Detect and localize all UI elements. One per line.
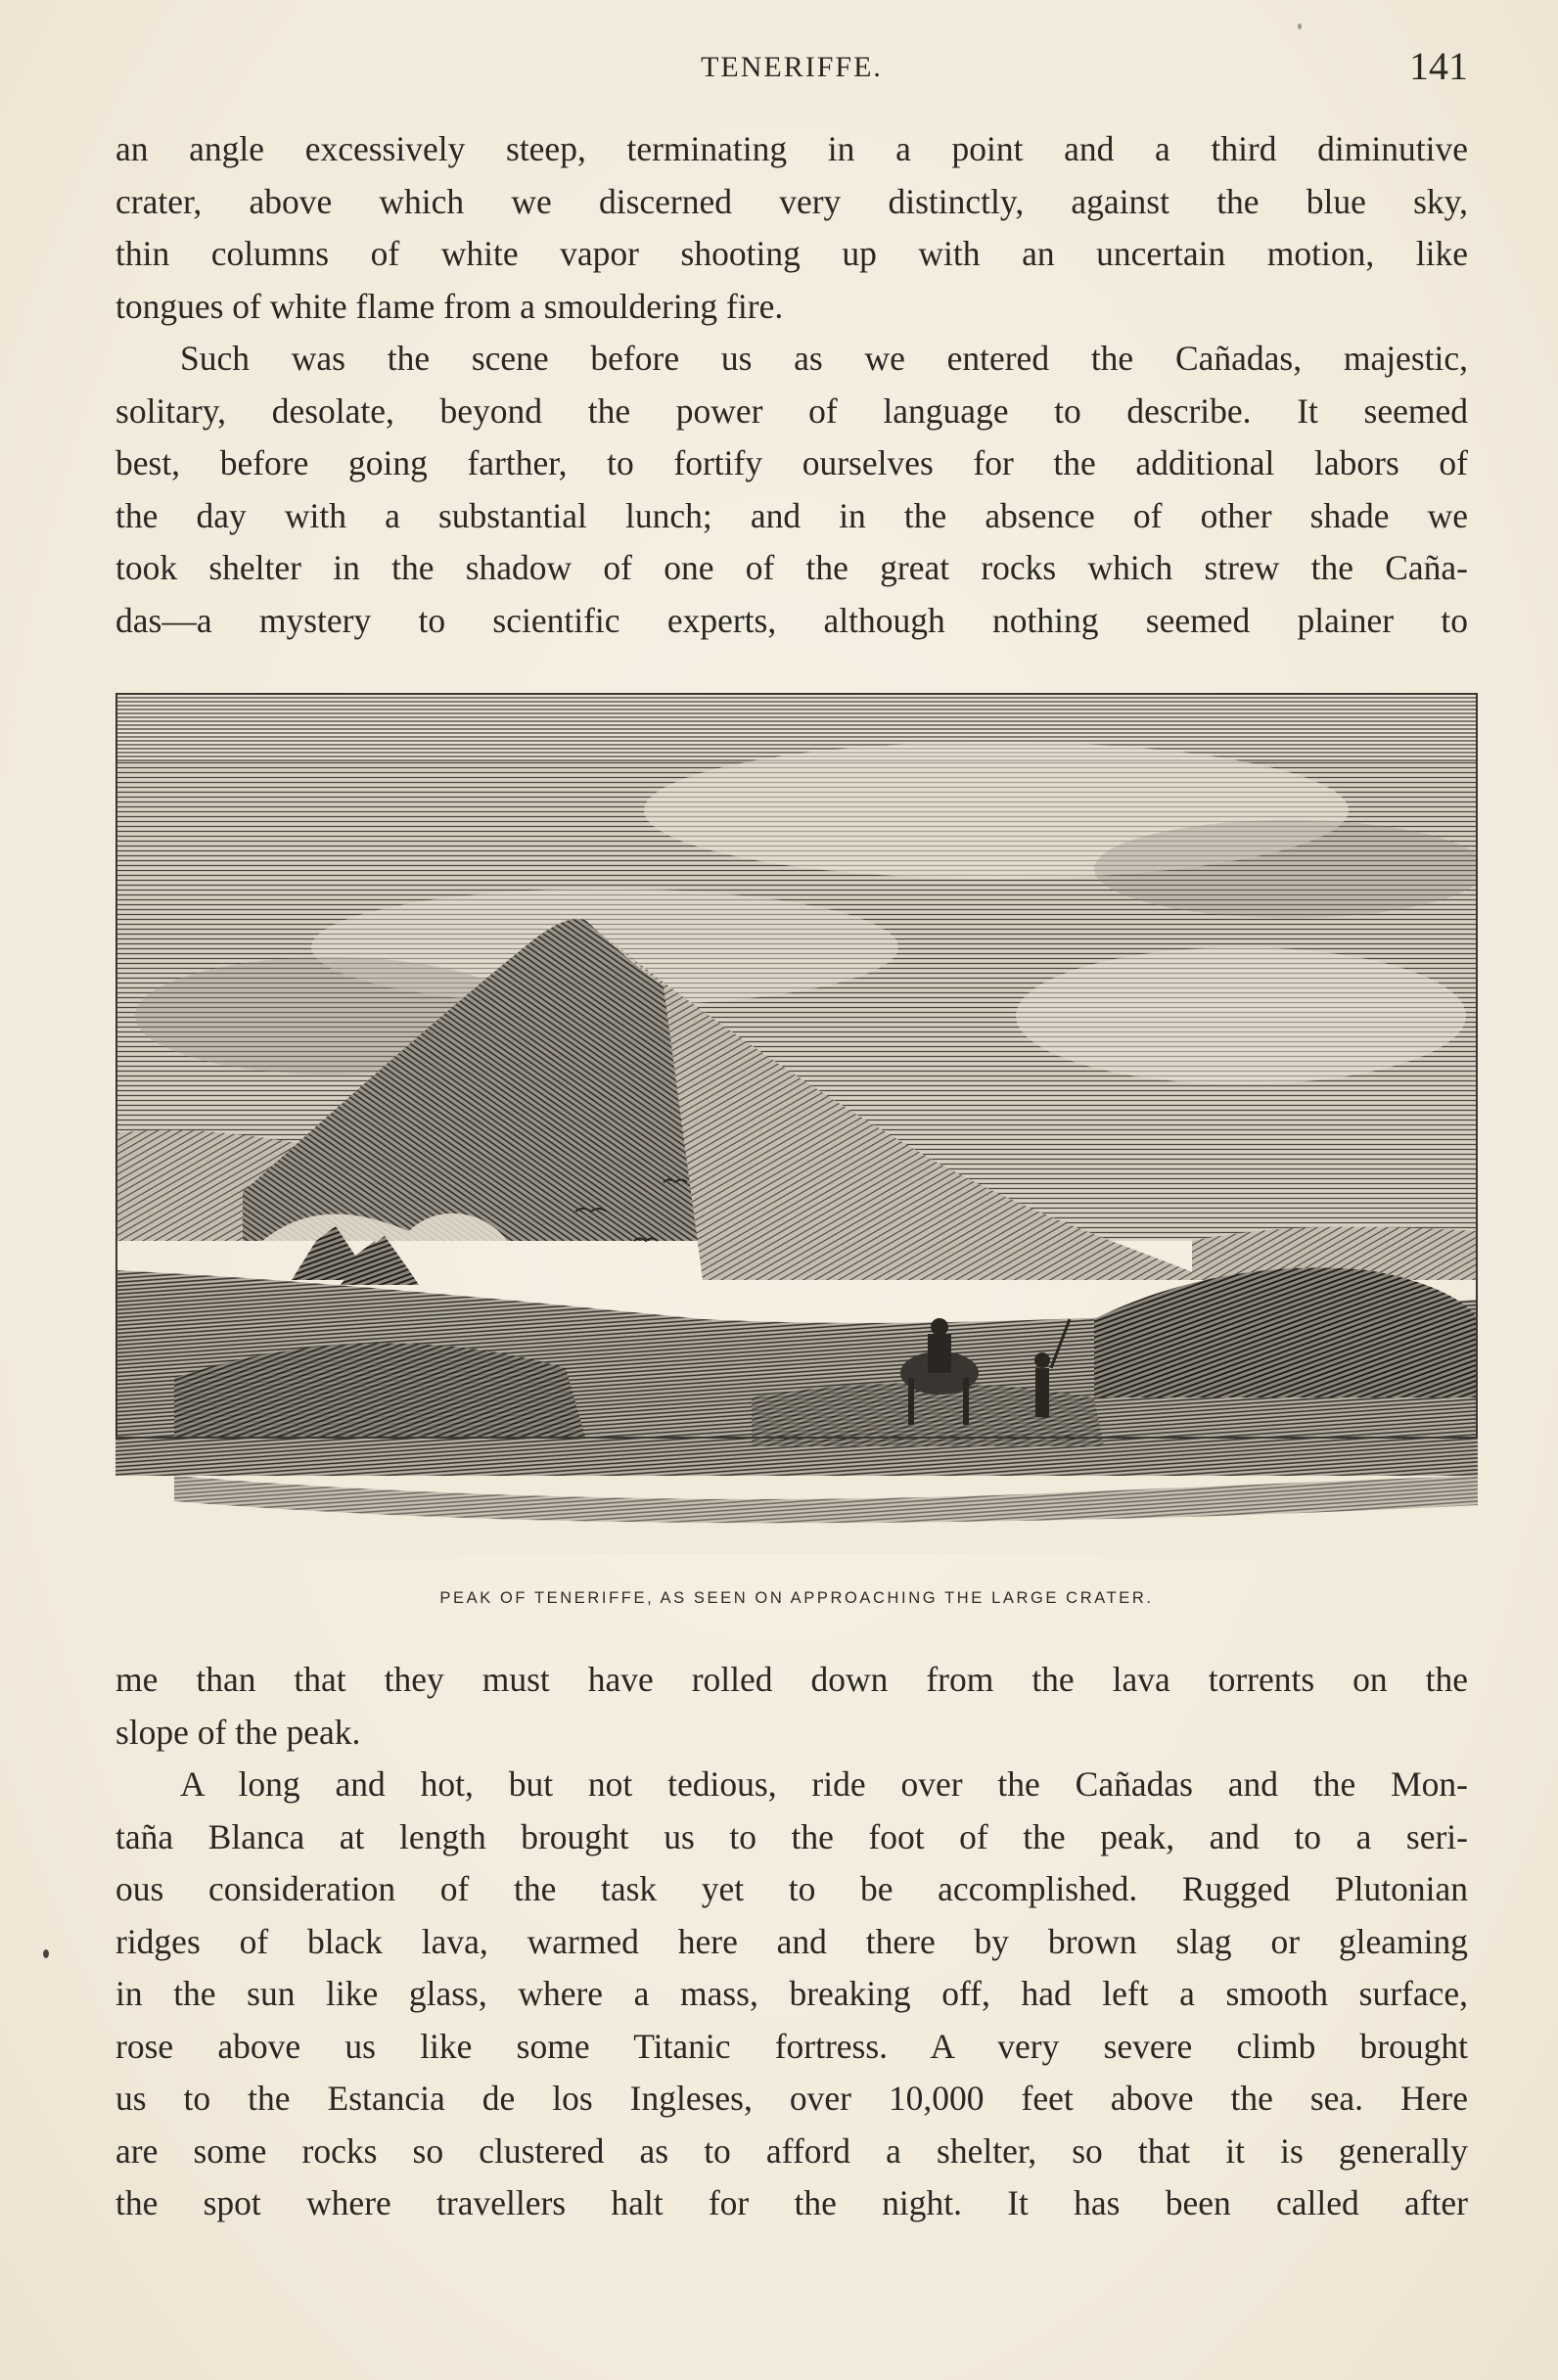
text-line: me than that they must have rolled down from the lava torrents on the bbox=[115, 1660, 1468, 1699]
text-line: us to the Estancia de los Ingleses, over 10,000 feet above the sea. Here bbox=[115, 2079, 1468, 2118]
top-text-block bbox=[115, 123, 1468, 647]
text-line: ridges of black lava, warmed here and there by brown slag or gleaming bbox=[115, 1921, 1468, 1961]
running-title: TENERIFFE. bbox=[701, 51, 883, 83]
text-line: A long and hot, but not tedious, ride over the Cañadas and the Mon- bbox=[180, 1764, 1468, 1804]
text-line: taña Blanca at length brought us to the foot of the peak, and to a seri- bbox=[115, 1816, 1468, 1856]
text-line: rose above us like some Titanic fortress. A very severe climb brought bbox=[115, 2026, 1468, 2066]
page-number: 141 bbox=[1409, 44, 1468, 88]
text-line: tongues of white flame from a smouldering fire. bbox=[115, 286, 784, 326]
text-line: Such was the scene before us as we entered the Cañadas, majestic, bbox=[180, 339, 1468, 378]
margin-ink-mark bbox=[1298, 23, 1302, 29]
text-line: crater, above which we discerned very distinctly, against the blue sky, bbox=[115, 181, 1468, 221]
bottom-text-block bbox=[115, 1654, 1468, 2230]
text-line: das—a mystery to scientific experts, although nothing seemed plainer to bbox=[115, 600, 1468, 640]
text-line: the day with a substantial lunch; and in the absence of other shade we bbox=[115, 495, 1468, 535]
text-line: thin columns of white vapor shooting up with an uncertain motion, like bbox=[115, 234, 1468, 273]
peak-engraving bbox=[115, 693, 1478, 1554]
text-line: ous consideration of the task yet to be accomplished. Rugged Plutonian bbox=[115, 1869, 1468, 1908]
text-line: in the sun like glass, where a mass, breaking off, had left a smooth surface, bbox=[115, 1974, 1468, 2013]
running-head bbox=[115, 43, 1468, 92]
text-line: best, before going farther, to fortify ourselves for the additional labors of bbox=[115, 443, 1468, 482]
text-line: the spot where travellers halt for the night. It has been called after bbox=[115, 2183, 1468, 2222]
text-line: are some rocks so clustered as to afford a shelter, so that it is generally bbox=[115, 2130, 1468, 2171]
text-line: slope of the peak. bbox=[115, 1712, 361, 1752]
figure-caption: PEAK OF TENERIFFE, AS SEEN ON APPROACHING THE LARGE CRATER. bbox=[439, 1589, 1154, 1607]
text-line: solitary, desolate, beyond the power of language to describe. It seemed bbox=[115, 390, 1468, 431]
engraving-illustration bbox=[115, 693, 1478, 1554]
text-line: an angle excessively steep, terminating in a point and a third diminutive bbox=[115, 129, 1468, 168]
text-line: took shelter in the shadow of one of the great rocks which strew the Caña- bbox=[115, 548, 1468, 587]
margin-ink-mark bbox=[43, 1949, 49, 1958]
